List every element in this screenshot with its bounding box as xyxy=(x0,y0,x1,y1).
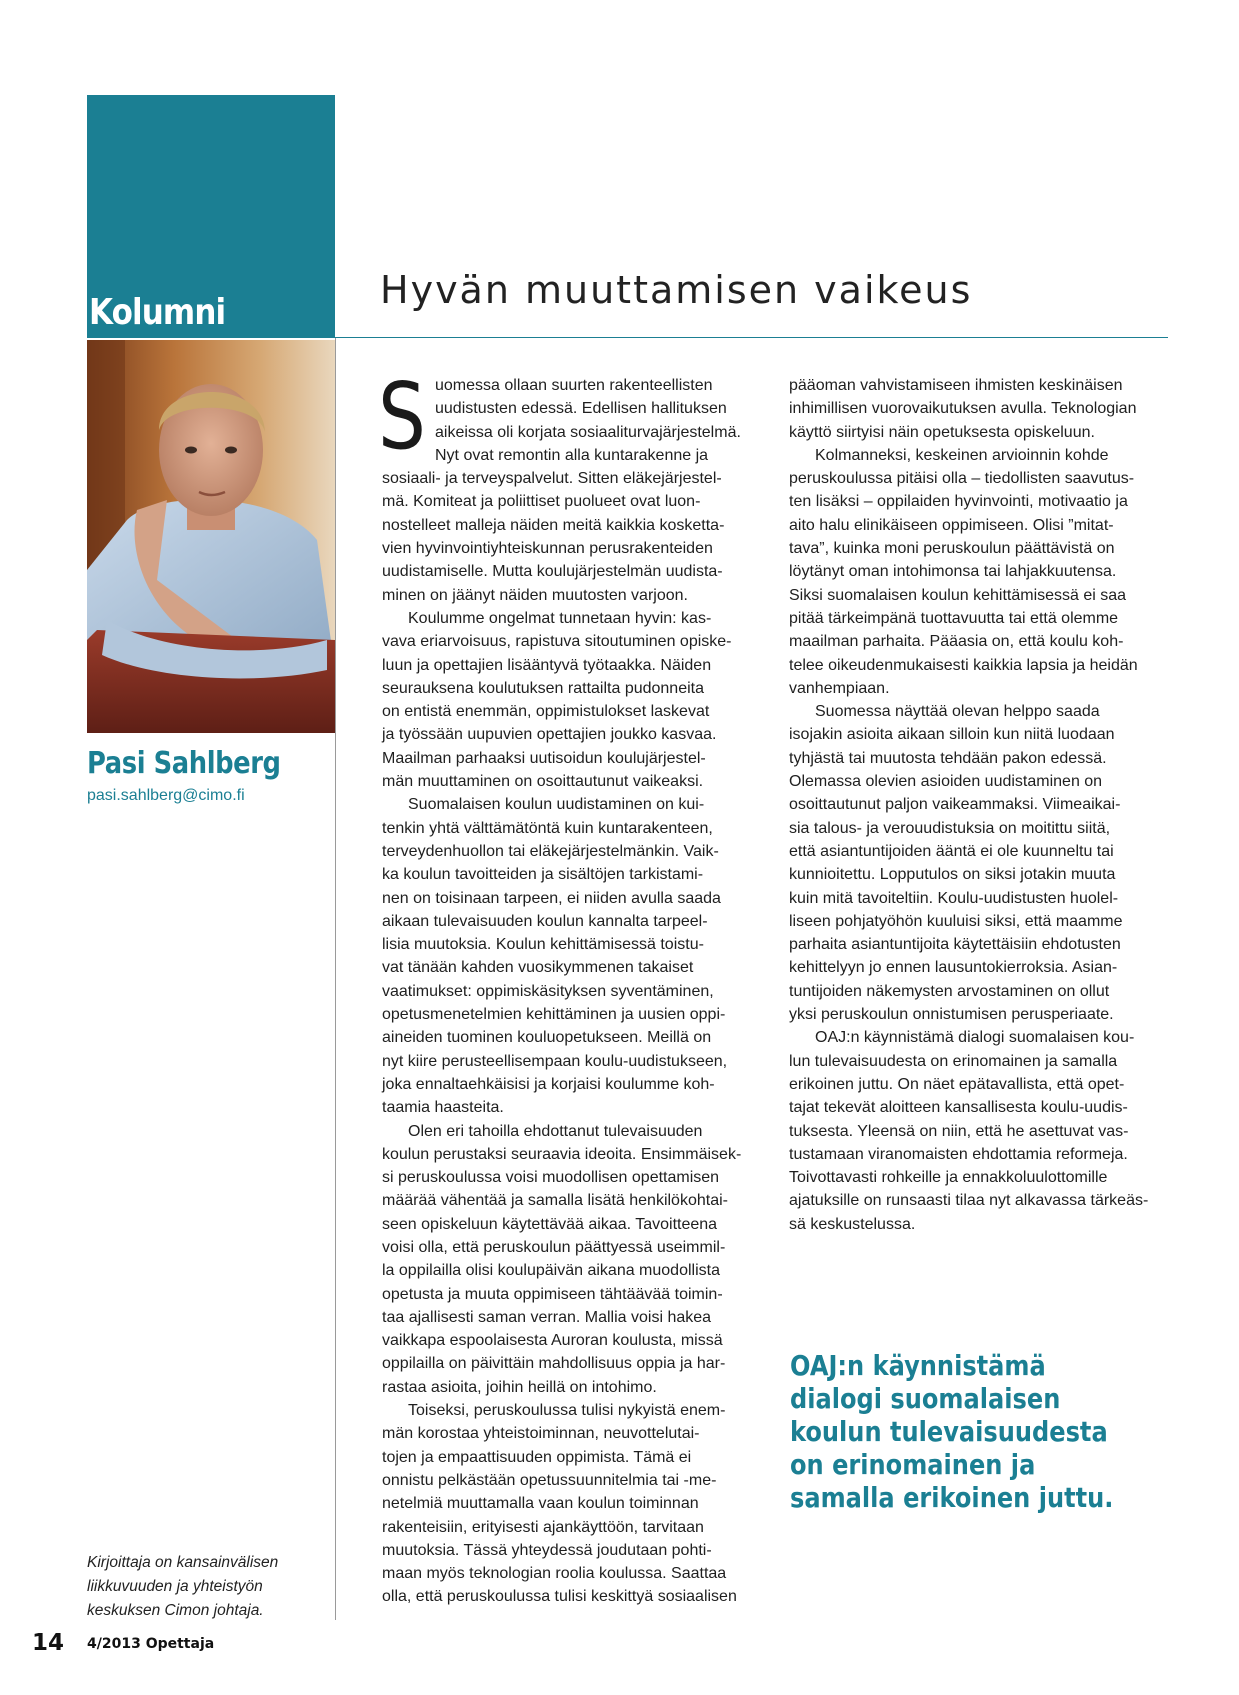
issue-label: 4/2013 Opettaja xyxy=(87,1636,215,1652)
article-line: maailman parhaita. Pääasia on, että koulu koh- xyxy=(789,633,1124,651)
article-line: vanhempiaan. xyxy=(789,679,890,697)
article-line: nyt kiire perusteellisempaan koulu-uudistukseen, xyxy=(382,1052,728,1070)
article-line: tyhjästä tai muutosta tehdään pakon edessä. xyxy=(789,749,1107,767)
author-bio-line: liikkuvuuden ja yhteistyön xyxy=(87,1578,263,1595)
author-bio-line: Kirjoittaja on kansainvälisen xyxy=(87,1554,279,1571)
article-line: liseen pohjatyöhön kuuluisi siksi, että maamme xyxy=(789,912,1123,930)
author-photo xyxy=(87,340,335,733)
section-label: Kolumni xyxy=(89,292,226,333)
article-line: oppilailla on päivittäin mahdollisuus oppia ja har- xyxy=(382,1355,726,1373)
article-line: ja työssään uupuvien opettajien joukko kasvaa. xyxy=(382,726,717,744)
article-line: kuin mitä tavoiteltiin. Koulu-uudistusten huolel- xyxy=(789,889,1119,907)
article-line: opetusta ja muuta oppimiseen tähtäävää toimin- xyxy=(382,1285,723,1303)
article-line: vaikkapa espoolaisesta Auroran koulusta, missä xyxy=(382,1332,723,1350)
article-line: maan myös teknologian roolia koulussa. Saattaa xyxy=(382,1565,727,1583)
article-line: on entistä enemmän, oppimistulokset laskevat xyxy=(382,703,710,721)
article-line: luun ja opettajien lisääntyvä työtaakka. Näiden xyxy=(382,656,712,674)
article-line: Olemassa olevien asioiden uudistaminen on xyxy=(789,773,1103,791)
article-line: pitää tärkeimpänä tuottavuutta tai että olemme xyxy=(789,609,1119,627)
article-line: sä keskustelussa. xyxy=(789,1215,916,1233)
pull-quote-line: koulun tulevaisuudesta xyxy=(790,1415,1108,1448)
article-line: ten lisäksi – oppilaiden hyvinvointi, motivaatio ja xyxy=(789,493,1128,511)
article-column-1 xyxy=(382,374,750,1609)
article-line: inhimillisen vuorovaikutuksen avulla. Teknologian xyxy=(789,400,1137,418)
article-line: Toiseksi, peruskoulussa tulisi nykyistä enem- xyxy=(408,1402,726,1420)
article-line: OAJ:n käynnistämä dialogi suomalaisen kou- xyxy=(815,1029,1135,1047)
article-line: tuntijoiden näkemysten arvostaminen on ollut xyxy=(789,982,1110,1000)
article-line: osoittautunut paljon vaikeammaksi. Viimeaikai- xyxy=(789,796,1121,814)
article-line: käyttö siirtyisi näin opetuksesta opiskeluun. xyxy=(789,423,1095,441)
article-line: ka koulun tavoitteiden ja sisältöjen tarkistami- xyxy=(382,866,704,884)
article-line: seen opiskeluun käytettävää aikaa. Tavoitteena xyxy=(382,1215,718,1233)
article-line: la oppilailla olisi koulupäivän aikana muodollista xyxy=(382,1262,720,1280)
article-line: Kolmanneksi, keskeinen arvioinnin kohde xyxy=(815,446,1109,464)
article-column-2 xyxy=(789,374,1157,1236)
dropcap-letter: S xyxy=(378,363,426,470)
article-line: erikoinen juttu. On näet epätavallista, että opet- xyxy=(789,1075,1125,1093)
article-line: aineiden tuominen kouluopetukseen. Meillä on xyxy=(382,1029,712,1047)
article-line: nen on toisinaan tarpeen, ei niiden avulla saada xyxy=(382,889,721,907)
article-line: lun tulevaisuudesta on erinomainen ja samalla xyxy=(789,1052,1118,1070)
article-line: isojakin asioita aikaan silloin kun niitä luodaan xyxy=(789,726,1115,744)
article-line: tustamaan viranomaisten ehdottamia reformeja. xyxy=(789,1145,1128,1163)
article-line: si peruskoulussa voisi muodollisen opettamisen xyxy=(382,1169,720,1187)
article-line: opetusmenetelmien kehittäminen ja uusien oppi- xyxy=(382,1006,726,1024)
author-bio-line: keskuksen Cimon johtaja. xyxy=(87,1602,264,1619)
pull-quote-line: dialogi suomalaisen xyxy=(790,1382,1061,1415)
headline-rule xyxy=(335,337,1168,338)
article-line: nostelleet malleja näiden meitä kaikkia kosketta- xyxy=(382,516,725,534)
article-line: aikaan tulevaisuuden koulun kannalta tarpeel- xyxy=(382,912,708,930)
article-line: Maailman parhaaksi uutisoidun koulujärjestel- xyxy=(382,749,706,767)
article-line: peruskoulussa pitäisi olla – tiedollisten saavutus- xyxy=(789,470,1135,488)
article-line: vat tänään kahden vuosikymmenen takaiset xyxy=(382,959,694,977)
article-line: rakenteisiin, erityisesti ajankäyttöön, tarvitaan xyxy=(382,1518,704,1536)
article-line: män muuttaminen on osoittautunut vaikeaksi. xyxy=(382,773,704,791)
page-number: 14 xyxy=(32,1630,65,1656)
article-line: minen on jäänyt näiden muutosten varjoon. xyxy=(382,586,688,604)
article-line: vava eriarvoisuus, rapistuva sitoutuminen opiske- xyxy=(382,633,732,651)
article-line: ajatuksille on runsaasti tilaa nyt alkavassa tärkeäs- xyxy=(789,1192,1149,1210)
article-line: kehittelyyn jo ennen lausuntokierroksia. Asian- xyxy=(789,959,1118,977)
article-line: taamia haasteita. xyxy=(382,1099,504,1117)
article-line: Siksi suomalaisen koulun kehittämisessä ei saa xyxy=(789,586,1127,604)
article-line: tava”, kuinka moni peruskoulun päättävistä on xyxy=(789,540,1115,558)
article-line: Koulumme ongelmat tunnetaan hyvin: kas- xyxy=(408,609,712,627)
pull-quote-line: samalla erikoinen juttu. xyxy=(790,1481,1114,1514)
article-line: uomessa ollaan suurten rakenteellisten xyxy=(435,377,713,394)
article-headline: Hyvän muuttamisen vaikeus xyxy=(380,268,973,312)
article-line: sosiaali- ja terveyspalvelut. Sitten eläkejärjestel- xyxy=(382,470,722,488)
author-name: Pasi Sahlberg xyxy=(87,746,281,781)
article-line: tojen ja empaattisuuden oppimista. Tämä ei xyxy=(382,1448,692,1466)
article-line: uudistamiselle. Mutta koulujärjestelmän uudista- xyxy=(382,563,723,581)
article-line: määrää vähentää ja samalla lisätä henkilökohtai- xyxy=(382,1192,728,1210)
article-line: vaatimukset: oppimiskäsityksen syventäminen, xyxy=(382,982,714,1000)
article-line: kunnioitettu. Lopputulos on siksi jotakin muuta xyxy=(789,866,1116,884)
article-line: uudistusten edessä. Edellisen hallituksen xyxy=(435,400,727,418)
pull-quote xyxy=(790,1349,1114,1514)
article-line: seurauksena koulutuksen rattailta pudonneita xyxy=(382,679,704,697)
pull-quote-line: on erinomainen ja xyxy=(790,1448,1036,1481)
article-line: olla, että peruskoulussa tulisi keskittyä sosiaalisen xyxy=(382,1588,737,1606)
article-line: Nyt ovat remontin alla kuntarakenne ja xyxy=(435,446,709,464)
article-line: löytänyt oman intohimonsa tai lahjakkuutensa. xyxy=(789,563,1117,581)
article-line: netelmiä muuttamalla vaan koulun toiminnan xyxy=(382,1495,699,1513)
article-line: män korostaa yhteistoiminnan, neuvottelutai- xyxy=(382,1425,700,1443)
article-line: mä. Komiteat ja poliittiset puolueet ovat luon- xyxy=(382,493,701,511)
article-line: Toivottavasti rohkeille ja ennakkoluulottomille xyxy=(789,1169,1108,1187)
article-line: koulun perustaksi seuraavia ideoita. Ensimmäisek- xyxy=(382,1145,742,1163)
article-line: vien hyvinvointiyhteiskunnan perusrakenteiden xyxy=(382,540,713,558)
article-line: tuksesta. Yleensä on niin, että he asettuvat vas- xyxy=(789,1122,1129,1140)
article-line: terveydenhuollon tai eläkejärjestelmänkin. Vaik- xyxy=(382,842,719,860)
article-line: että asiantuntijoiden ääntä ei ole kuunneltu tai xyxy=(789,842,1114,860)
article-line: yksi peruskoulun onnistumisen perusperiaate. xyxy=(789,1006,1114,1024)
article-line: Olen eri tahoilla ehdottanut tulevaisuuden xyxy=(408,1122,703,1140)
author-bio xyxy=(87,1551,327,1623)
article-line: joka ennaltaehkäisisi ja korjaisi koulumme koh- xyxy=(382,1075,715,1093)
article-line: muutoksia. Tässä yhteydessä joudutaan pohti- xyxy=(382,1541,712,1559)
article-line: tenkin yhtä välttämätöntä kuin kuntarakenteen, xyxy=(382,819,713,837)
article-line: Suomalaisen koulun uudistaminen on kui- xyxy=(408,796,705,814)
article-line: voisi olla, että peruskoulun päättyessä useimmil- xyxy=(382,1238,726,1256)
article-line: lisia muutoksia. Koulun kehittämisessä toistu- xyxy=(382,936,704,954)
pull-quote-line: OAJ:n käynnistämä xyxy=(790,1349,1046,1382)
article-line: Suomessa näyttää olevan helppo saada xyxy=(815,703,1100,721)
article-line: parhaita asiantuntijoita käytettäisiin ehdotusten xyxy=(789,936,1121,954)
article-line: sia talous- ja verouudistuksia on moitittu siitä, xyxy=(789,819,1111,837)
author-email: pasi.sahlberg@cimo.fi xyxy=(87,787,245,804)
article-line: rastaa asioita, joihin heillä on intohimo. xyxy=(382,1378,657,1396)
article-line: onnistu pelkästään opetussuunnitelmia tai -me- xyxy=(382,1471,717,1489)
sidebar-divider xyxy=(335,338,336,1620)
article-line: aikeissa oli korjata sosiaaliturvajärjestelmä. xyxy=(435,423,741,441)
article-line: tajat tekevät aloitteen kansallisesta koulu-uudis- xyxy=(789,1099,1128,1117)
article-line: aito halu elinikäiseen oppimiseen. Olisi ”mitat- xyxy=(789,516,1114,534)
article-line: taa ajallisesti saman verran. Mallia voisi hakea xyxy=(382,1308,712,1326)
article-line: telee oikeudenmukaisesti kaikkia lapsia ja heidän xyxy=(789,656,1138,674)
article-line: pääoman vahvistamiseen ihmisten keskinäisen xyxy=(789,377,1123,394)
